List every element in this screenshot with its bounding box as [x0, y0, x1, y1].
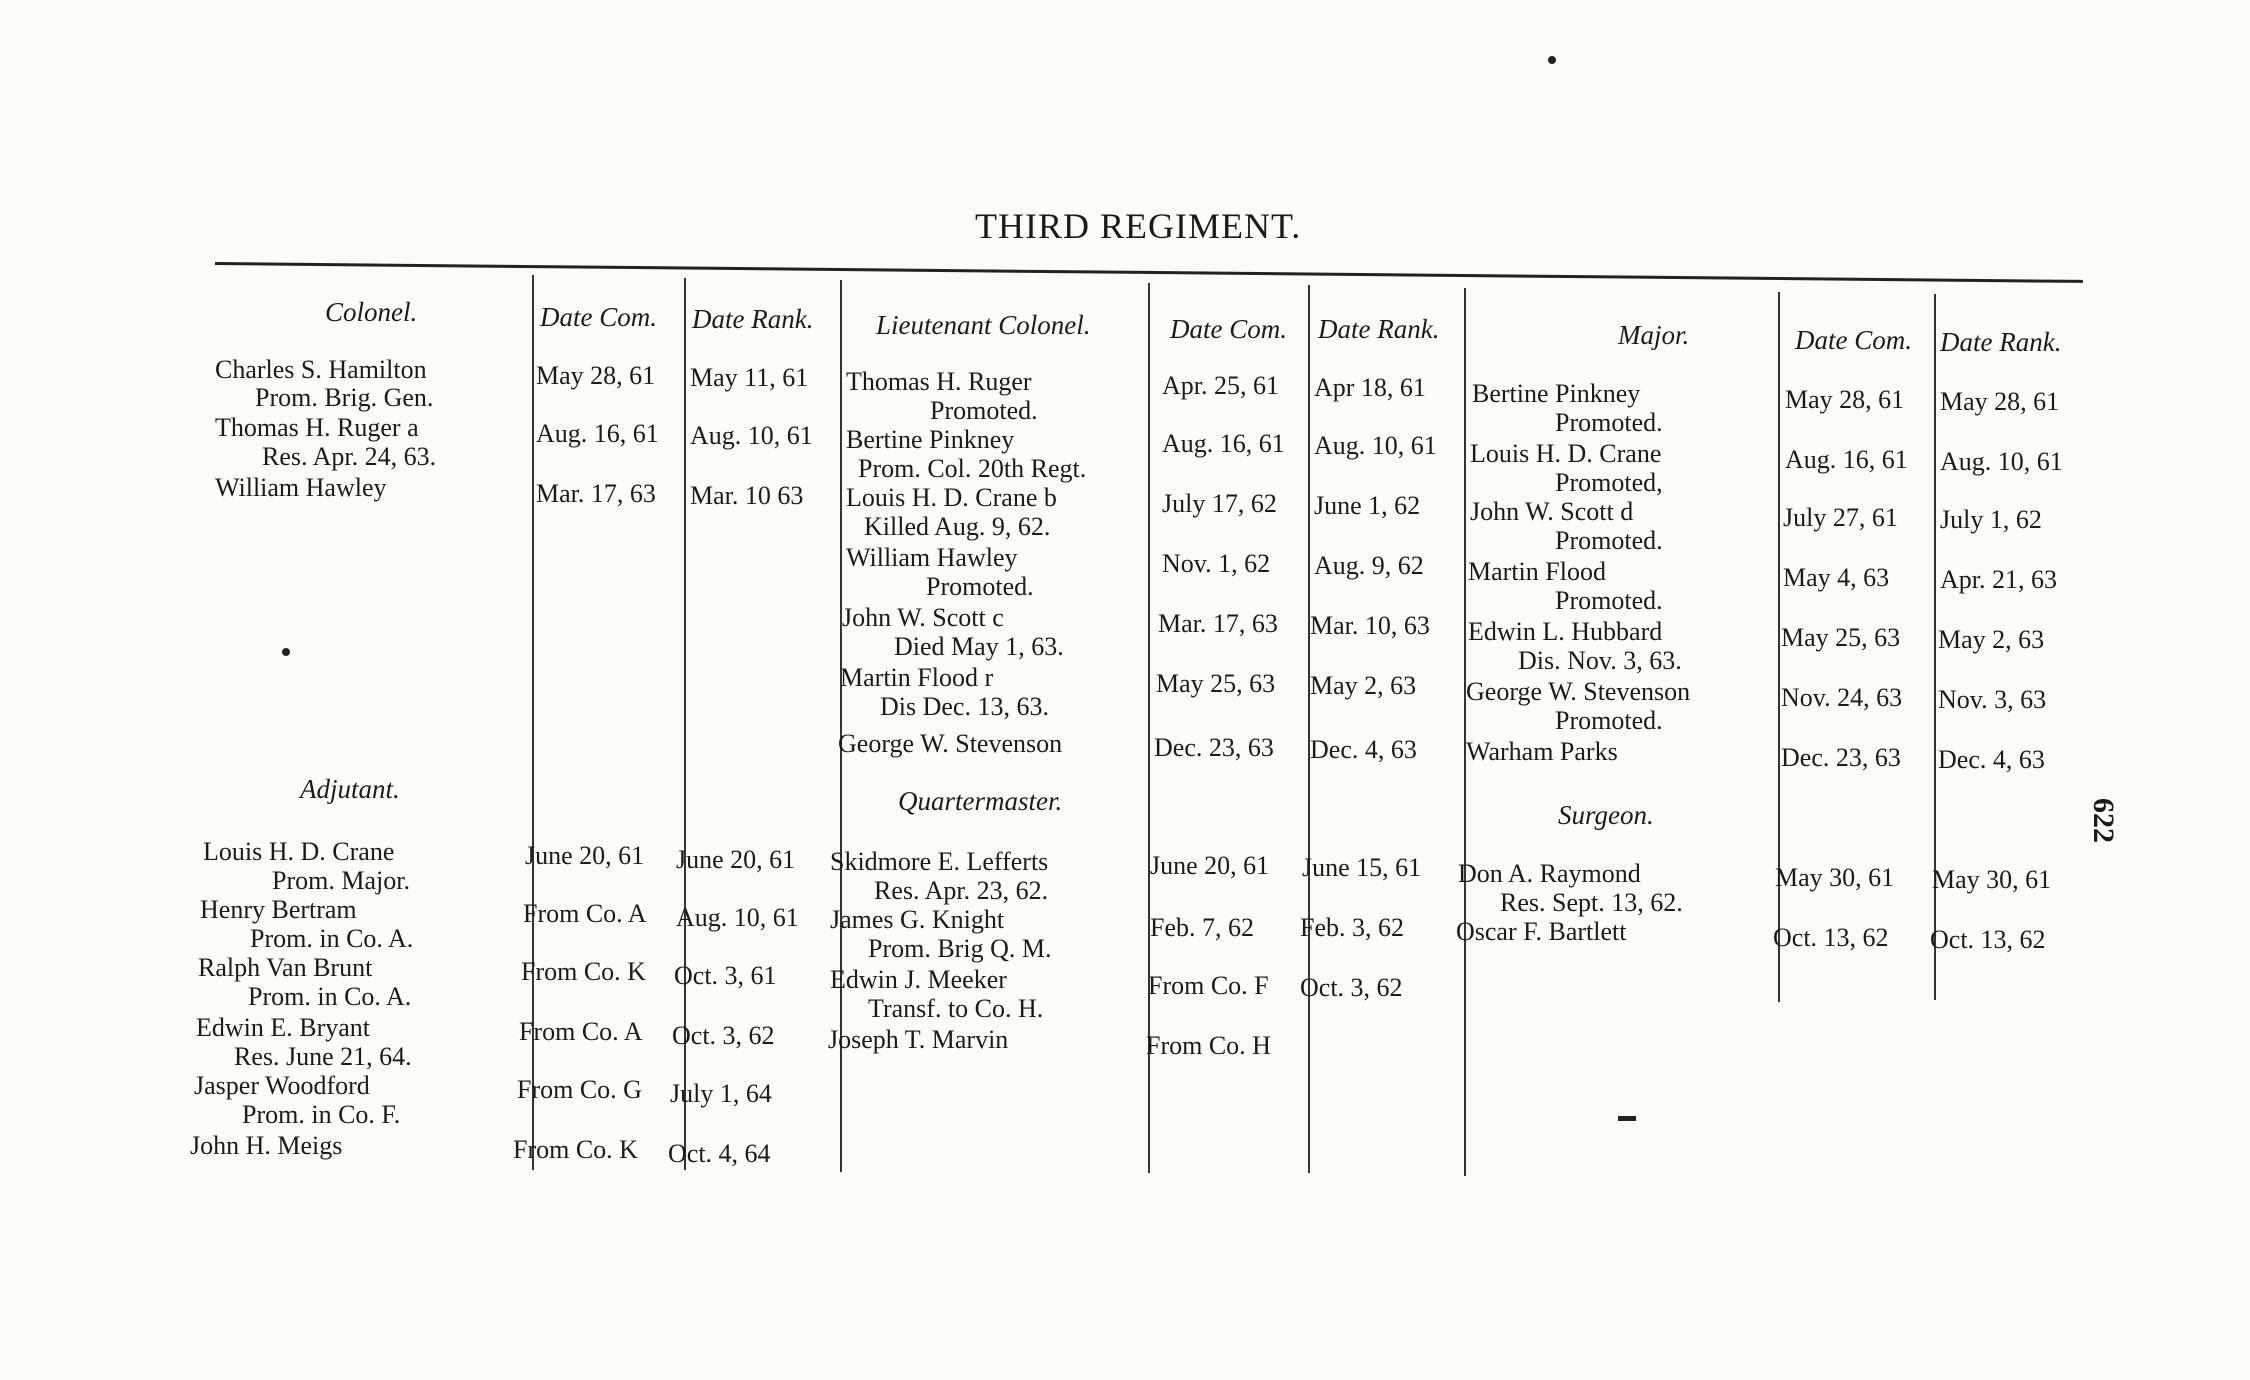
quartermaster-name: James G. Knight — [830, 905, 1005, 934]
lt-colonel-date-rank: May 2, 63 — [1310, 671, 1417, 700]
lt-colonel-note: Dis Dec. 13, 63. — [880, 692, 1049, 721]
lt-colonel-note: Promoted. — [930, 396, 1038, 425]
column-divider — [1308, 285, 1310, 1173]
adjutant-name: Henry Bertram — [200, 895, 357, 924]
adjutant-name: John H. Meigs — [190, 1131, 343, 1160]
lt-colonel-date-rank: Mar. 10, 63 — [1310, 611, 1430, 640]
major-name: Louis H. D. Crane — [1470, 439, 1662, 468]
colonel-date-rank-header: Date Rank. — [692, 304, 814, 334]
major-date-rank: July 1, 62 — [1940, 505, 2042, 534]
adjutant-date-rank: Oct. 4, 64 — [668, 1139, 771, 1168]
lt-colonel-date-com: Dec. 23, 63 — [1154, 733, 1274, 762]
major-note: Dis. Nov. 3, 63. — [1518, 646, 1682, 675]
colonel-name: William Hawley — [215, 473, 387, 502]
major-date-com: July 27, 61 — [1783, 503, 1898, 532]
lt-colonel-date-rank: Dec. 4, 63 — [1310, 735, 1417, 764]
colonel-name: Charles S. Hamilton — [215, 355, 427, 384]
lt-colonel-note: Promoted. — [926, 572, 1034, 601]
lt-colonel-name: George W. Stevenson — [838, 729, 1063, 758]
major-date-rank-header: Date Rank. — [1940, 327, 2062, 357]
surgeon-date-rank: Oct. 13, 62 — [1930, 925, 2046, 954]
major-note: Promoted. — [1555, 526, 1663, 555]
lt-colonel-name: Martin Flood r — [840, 663, 994, 692]
colonel-header: Colonel. — [325, 297, 418, 327]
adjutant-name: Louis H. D. Crane — [203, 837, 395, 866]
colonel-date-rank: May 11, 61 — [690, 363, 809, 392]
adjutant-note: Prom. in Co. A. — [250, 924, 414, 953]
ink-mark — [1618, 1116, 1636, 1121]
colonel-date-com: May 28, 61 — [536, 361, 656, 390]
surgeon-note: Res. Sept. 13, 62. — [1500, 888, 1683, 917]
quartermaster-date-com: June 20, 61 — [1150, 851, 1270, 880]
adjutant-date-rank: Oct. 3, 62 — [672, 1021, 775, 1050]
major-date-com: May 4, 63 — [1783, 563, 1890, 592]
lt-colonel-date-com: Aug. 16, 61 — [1162, 429, 1285, 458]
surgeon-date-com: Oct. 13, 62 — [1773, 923, 1889, 952]
lt-colonel-name: John W. Scott c — [842, 603, 1004, 632]
quartermaster-name: Joseph T. Marvin — [828, 1025, 1009, 1054]
column-divider — [1778, 292, 1780, 1002]
major-name: Edwin L. Hubbard — [1468, 617, 1663, 646]
major-name: Warham Parks — [1466, 737, 1618, 766]
colonel-date-com: Aug. 16, 61 — [536, 419, 659, 448]
colonel-note: Prom. Brig. Gen. — [255, 383, 434, 412]
quartermaster-date-rank: June 15, 61 — [1302, 853, 1422, 882]
adjutant-date-com: From Co. A — [519, 1017, 643, 1046]
page-title: THIRD REGIMENT. — [975, 206, 1302, 246]
quartermaster-date-com: From Co. F — [1148, 971, 1269, 1000]
lt-colonel-date-rank: Aug. 9, 62 — [1314, 551, 1424, 580]
major-date-rank: Nov. 3, 63 — [1938, 685, 2047, 714]
adjutant-name: Edwin E. Bryant — [196, 1013, 371, 1042]
major-date-rank: Aug. 10, 61 — [1940, 447, 2063, 476]
colonel-date-com: Mar. 17, 63 — [536, 479, 656, 508]
lt-colonel-date-com: Nov. 1, 62 — [1162, 549, 1271, 578]
major-date-com: Dec. 23, 63 — [1781, 743, 1901, 772]
quartermaster-note: Res. Apr. 23, 62. — [874, 876, 1049, 905]
adjutant-date-com: From Co. G — [517, 1075, 642, 1104]
lt-colonel-header: Lieutenant Colonel. — [876, 310, 1091, 340]
major-date-com-header: Date Com. — [1795, 325, 1912, 355]
major-date-com: Nov. 24, 63 — [1781, 683, 1903, 712]
column-divider — [1934, 294, 1936, 1000]
header-rule — [215, 262, 2083, 283]
major-name: Martin Flood — [1468, 557, 1606, 586]
major-date-rank: May 2, 63 — [1938, 625, 2045, 654]
ink-spot — [1548, 56, 1556, 64]
colonel-note: Res. Apr. 24, 63. — [262, 442, 437, 471]
lt-colonel-note: Killed Aug. 9, 62. — [864, 512, 1051, 541]
major-note: Promoted. — [1555, 706, 1663, 735]
major-note: Promoted. — [1555, 586, 1663, 615]
surgeon-name: Oscar F. Bartlett — [1456, 917, 1627, 946]
lt-colonel-date-rank-header: Date Rank. — [1318, 314, 1440, 344]
adjutant-name: Jasper Woodford — [194, 1071, 370, 1100]
column-divider — [1464, 288, 1466, 1176]
colonel-date-rank: Aug. 10, 61 — [690, 421, 813, 450]
adjutant-date-rank: Aug. 10, 61 — [676, 903, 799, 932]
lt-colonel-name: Thomas H. Ruger — [846, 367, 1032, 396]
lt-colonel-name: William Hawley — [846, 543, 1018, 572]
adjutant-header: Adjutant. — [300, 774, 400, 804]
quartermaster-date-com: Feb. 7, 62 — [1150, 913, 1254, 942]
quartermaster-name: Edwin J. Meeker — [830, 965, 1007, 994]
major-date-com: May 28, 61 — [1785, 385, 1905, 414]
quartermaster-note: Prom. Brig Q. M. — [868, 934, 1052, 963]
lt-colonel-date-rank: Aug. 10, 61 — [1314, 431, 1437, 460]
adjutant-date-com: From Co. K — [513, 1135, 638, 1164]
lt-colonel-note: Prom. Col. 20th Regt. — [858, 454, 1087, 483]
major-note: Promoted. — [1555, 408, 1663, 437]
adjutant-name: Ralph Van Brunt — [198, 953, 373, 982]
quartermaster-header: Quartermaster. — [898, 786, 1063, 816]
colonel-date-com-header: Date Com. — [540, 302, 657, 332]
adjutant-note: Prom. in Co. A. — [248, 982, 412, 1011]
surgeon-header: Surgeon. — [1558, 800, 1654, 830]
adjutant-note: Prom. in Co. F. — [242, 1100, 401, 1129]
surgeon-name: Don A. Raymond — [1458, 859, 1641, 888]
page-number: 622 — [2087, 798, 2120, 843]
quartermaster-date-rank: Oct. 3, 62 — [1300, 973, 1403, 1002]
lt-colonel-date-com: Apr. 25, 61 — [1162, 371, 1279, 400]
lt-colonel-date-com: Mar. 17, 63 — [1158, 609, 1278, 638]
major-date-rank: May 28, 61 — [1940, 387, 2060, 416]
major-date-com: May 25, 63 — [1781, 623, 1901, 652]
lt-colonel-date-com: May 25, 63 — [1156, 669, 1276, 698]
adjutant-date-rank: July 1, 64 — [670, 1079, 772, 1108]
quartermaster-name: Skidmore E. Lefferts — [830, 847, 1049, 876]
adjutant-note: Res. June 21, 64. — [234, 1042, 412, 1071]
major-name: John W. Scott d — [1470, 497, 1634, 526]
lt-colonel-date-com-header: Date Com. — [1170, 314, 1287, 344]
quartermaster-date-rank: Feb. 3, 62 — [1300, 913, 1404, 942]
lt-colonel-name: Bertine Pinkney — [846, 425, 1015, 454]
major-name: George W. Stevenson — [1466, 677, 1691, 706]
major-date-com: Aug. 16, 61 — [1785, 445, 1908, 474]
lt-colonel-note: Died May 1, 63. — [894, 632, 1064, 661]
major-header: Major. — [1618, 320, 1690, 350]
major-name: Bertine Pinkney — [1472, 379, 1641, 408]
quartermaster-note: Transf. to Co. H. — [868, 994, 1044, 1023]
adjutant-date-rank: Oct. 3, 61 — [674, 961, 777, 990]
colonel-name: Thomas H. Ruger a — [215, 413, 419, 442]
lt-colonel-name: Louis H. D. Crane b — [846, 483, 1057, 512]
surgeon-date-com: May 30, 61 — [1775, 863, 1895, 892]
adjutant-date-com: June 20, 61 — [525, 841, 645, 870]
lt-colonel-date-com: July 17, 62 — [1162, 489, 1277, 518]
major-date-rank: Dec. 4, 63 — [1938, 745, 2045, 774]
adjutant-date-com: From Co. K — [521, 957, 646, 986]
adjutant-note: Prom. Major. — [272, 866, 410, 895]
major-note: Promoted, — [1555, 468, 1663, 497]
lt-colonel-date-rank: June 1, 62 — [1314, 491, 1421, 520]
lt-colonel-date-rank: Apr 18, 61 — [1314, 373, 1426, 402]
surgeon-date-rank: May 30, 61 — [1932, 865, 2052, 894]
adjutant-date-rank: June 20, 61 — [676, 845, 796, 874]
ink-spot — [282, 648, 290, 656]
major-date-rank: Apr. 21, 63 — [1940, 565, 2057, 594]
quartermaster-date-com: From Co. H — [1146, 1031, 1271, 1060]
colonel-date-rank: Mar. 10 63 — [690, 481, 804, 510]
adjutant-date-com: From Co. A — [523, 899, 647, 928]
